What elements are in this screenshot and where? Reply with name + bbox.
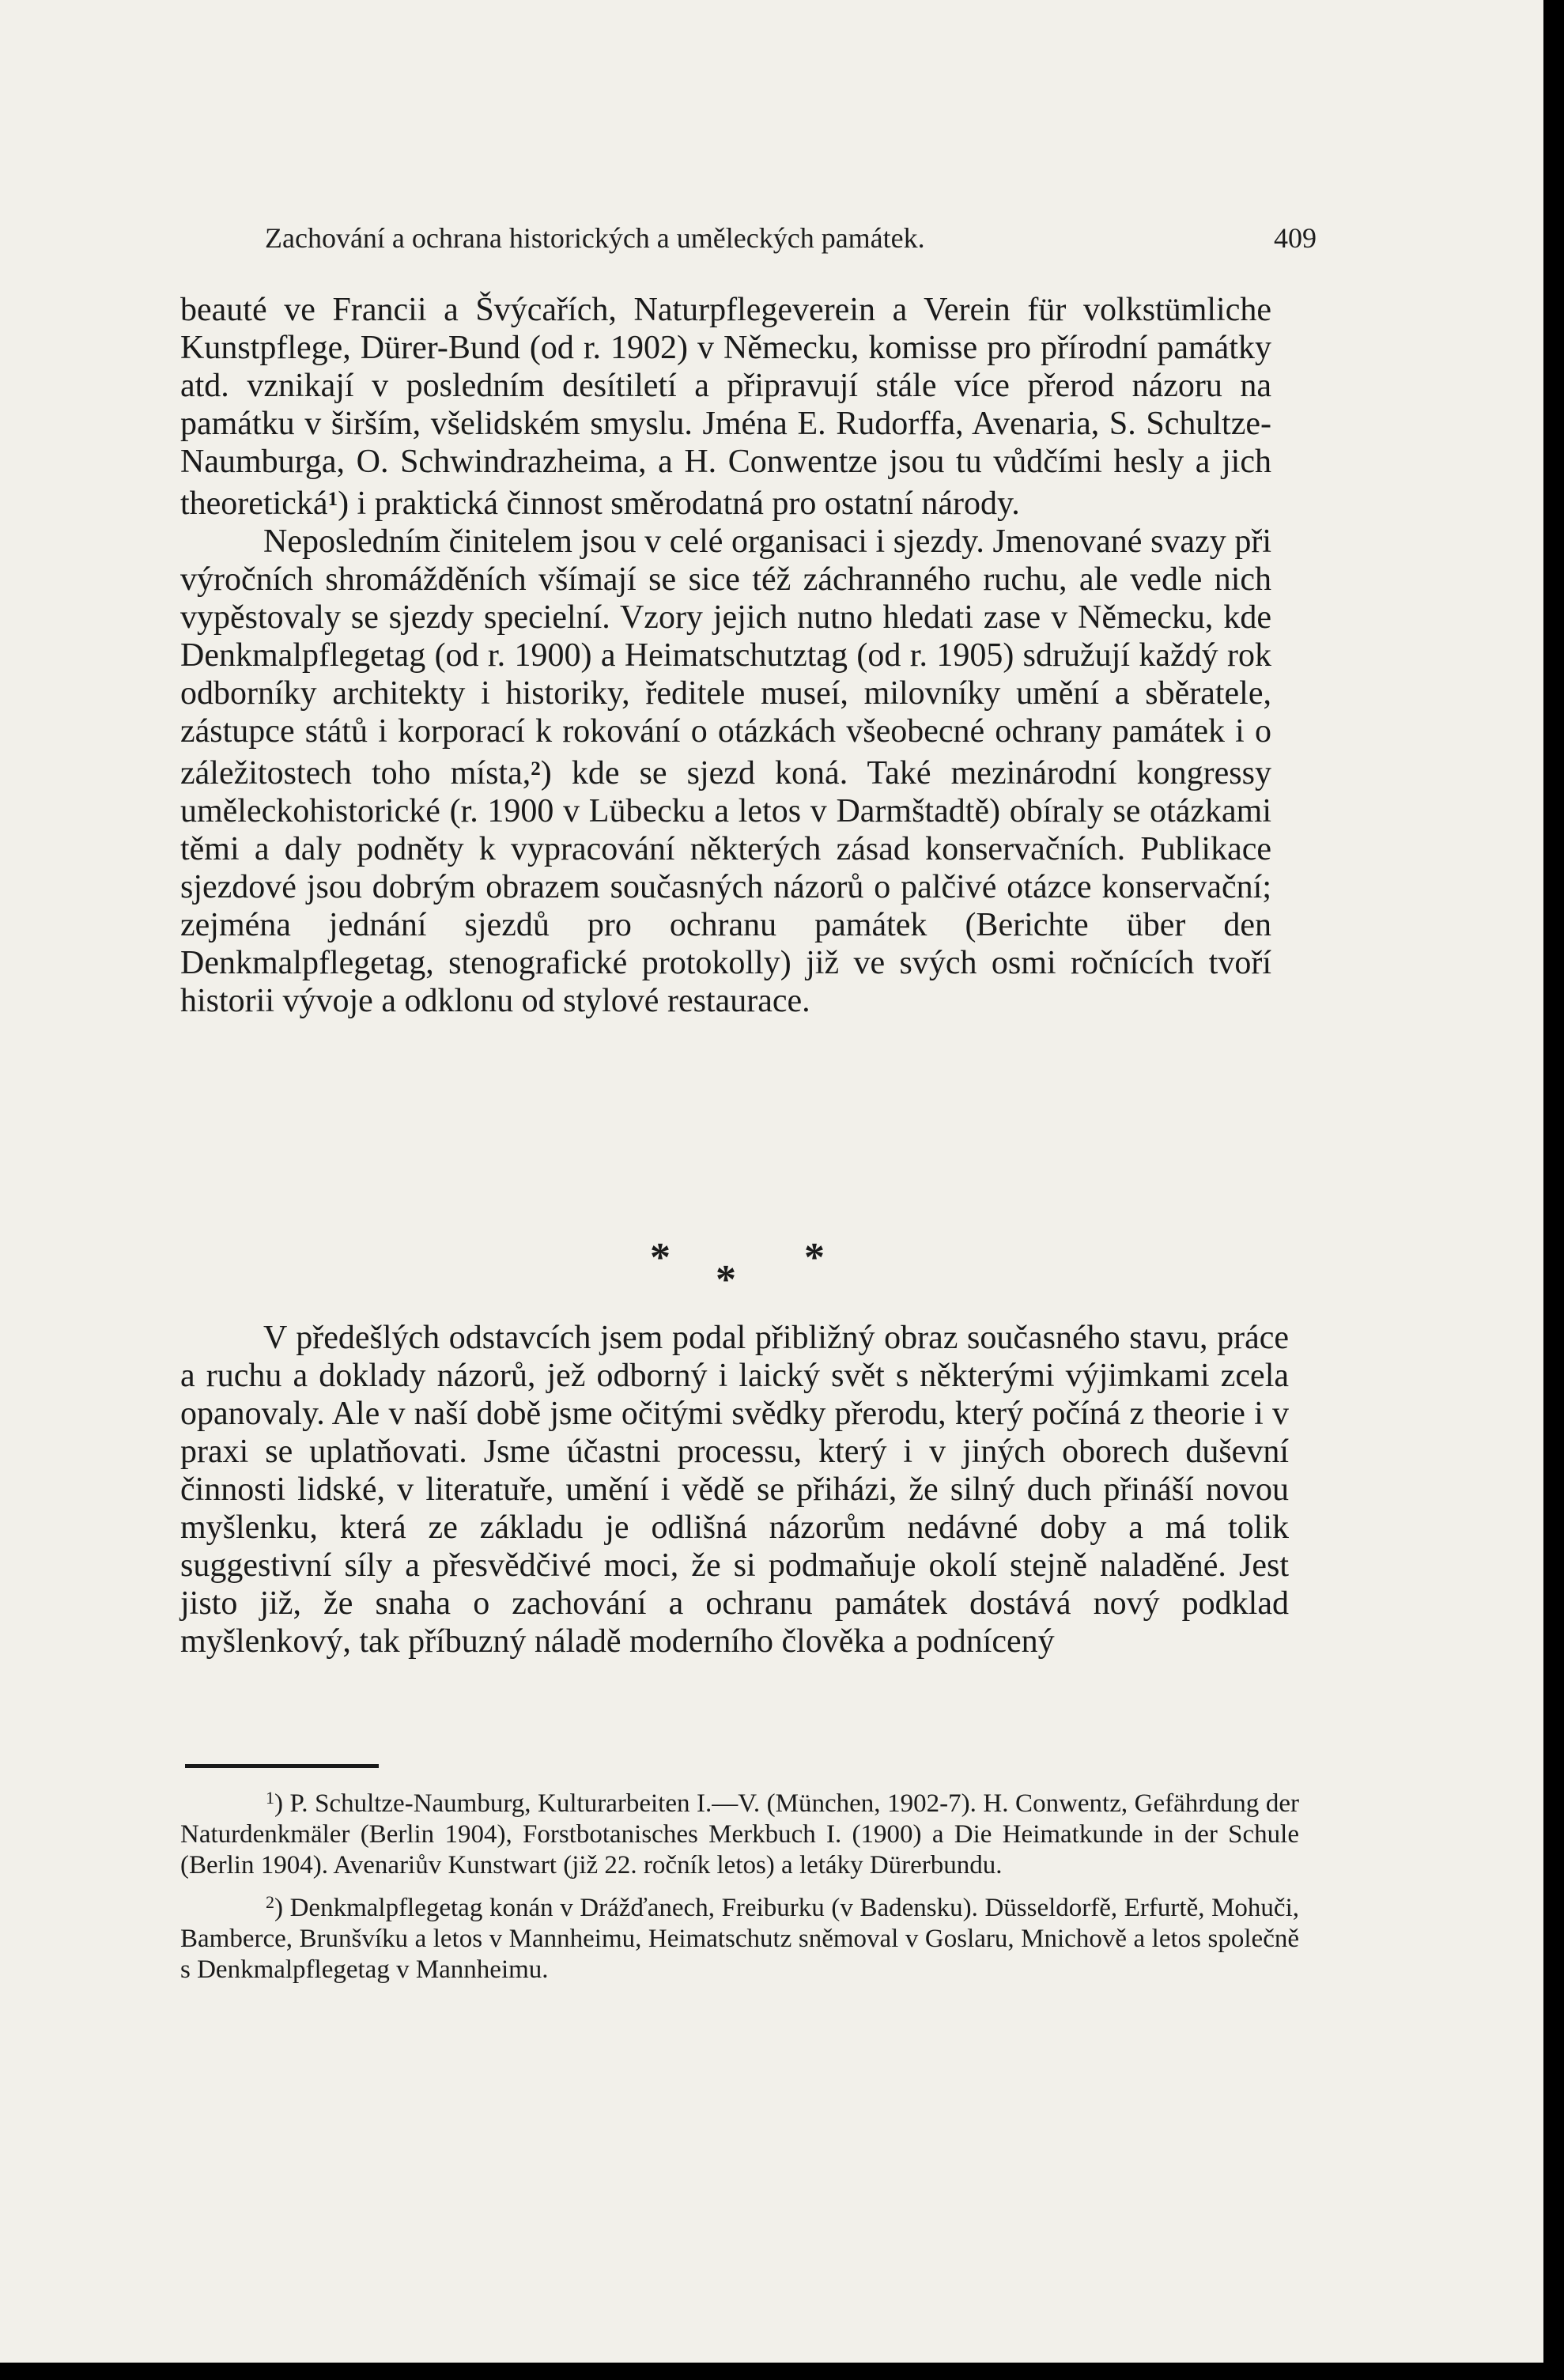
continuation-text-before-footnote: beauté ve Francii a Švýcařích, Naturpflegeverein a Verein für volkstümliche Kunstpflege, Dürer-Bund (od r. 1902) v Německu, komisse pro přírodní památky atd. vznikají v posledním desítiletí a připravují stále více přerod názoru na památku v širším, všelidském smyslu. Jména E. Rudorffa, Avenaria, S. Schultze-Naumburga, O. Schwindrazheima, a H. Conwentze jsou tu vůdčími hesly a jich theoretická bbox=[180, 292, 1271, 522]
footnote-1-marker: 1 bbox=[266, 1788, 274, 1808]
footnote-reference-1: 1 bbox=[327, 489, 338, 510]
footnote-2 bbox=[180, 1887, 1299, 1985]
new-section-body bbox=[180, 1319, 1289, 1660]
footnote-2-text: ) Denkmalpflegetag konán v Drážďanech, Freiburku (v Badensku). Düsseldorfě, Erfurtě, Mohuči, Bamberce, Brunšvíku a letos v Mannheimu, Heimatschutz sněmoval v Goslaru, Mnichově a letos společně s Denkmalpflegetag v Mannheimu. bbox=[180, 1894, 1299, 1984]
left-asterisk: * bbox=[650, 1235, 671, 1280]
new-section-paragraph: V předešlých odstavcích jsem podal přibližný obraz současného stavu, práce a ruchu a doklady názorů, jež odborný i laický svět s některými výjimkami zcela opanovaly. Ale v naší době jsme očitými svědky přerodu, který počíná z theorie i v praxi se uplatňovati. Jsme účastni processu, který i v jiných oborech duševní činnosti lidské, v literatuře, umění i vědě se přiházi, že silný duch přináší novou myšlenku, která ze základu je odlišná názorům nedávné doby a má tolik suggestivní síly a přesvědčivé moci, že si podmaňuje okolí stejně naladěné. Jest jisto již, že snaha o zachování a ochranu památek dostává nový podklad myšlenkový, tak příbuzný náladě moderního člověka a podnícený bbox=[180, 1320, 1289, 1660]
section-separator bbox=[633, 1235, 854, 1302]
footnote-2-marker: 2 bbox=[266, 1892, 274, 1912]
paragraph-text-after-footnote: ) kde se sjezd koná. Také mezinárodní kongressy uměleckohistorické (r. 1900 v Lübecku a letos v Darmštadtě) obíraly se otázkami těmi a daly podněty k vypracování některých zásad konservačních. Publikace sjezdové jsou dobrým obrazem současných názorů o palčivé otázce konservační; zejména jednání sjezdů pro ochranu památek (Berichte über den Denkmalpflegetag, stenografické protokolly) již ve svých osmi ročnících tvoří historii vývoje a odklonu od stylové restaurace. bbox=[180, 755, 1271, 1019]
continued-body-text bbox=[180, 291, 1271, 1020]
middle-asterisk: * bbox=[716, 1257, 736, 1302]
footnote-divider bbox=[185, 1764, 379, 1768]
footnote-reference-2: 2 bbox=[531, 758, 541, 780]
continuation-paragraph bbox=[180, 291, 1271, 523]
organisation-and-congresses-paragraph bbox=[180, 523, 1271, 1020]
right-asterisk: * bbox=[804, 1235, 825, 1280]
page-number: 409 bbox=[1274, 222, 1317, 254]
running-head: Zachování a ochrana historických a uměleckých památek. bbox=[265, 222, 925, 254]
paragraph-text-before-footnote: Neposledním činitelem jsou v celé organisaci i sjezdy. Jmenované svazy při výročních shromážděních všímají se sice též záchranného ruchu, ale vedle nich vypěstovaly se sjezdy specielní. Vzory jejich nutno hledati zase v Německu, kde Denkmalpflegetag (od r. 1900) a Heimatschutztag (od r. 1905) sdružují každý rok odborníky architekty i historiky, ředitele museí, milovníky umění a sběratele, zástupce států i korporací k rokování o otázkách všeobecné ochrany památek i o záležitostech toho místa, bbox=[180, 523, 1271, 791]
page-header bbox=[265, 215, 1317, 263]
footnote-1 bbox=[180, 1782, 1299, 1881]
footnote-1-text: ) P. Schultze-Naumburg, Kulturarbeiten I.—V. (München, 1902-7). H. Conwentz, Gefährdung der Naturdenkmäler (Berlin 1904), Forstbotanisches Merkbuch I. (1900) a Die Heimatkunde in der Schule (Berlin 1904). Avenariův Kunstwart (již 22. ročník letos) a letáky Dürerbundu. bbox=[180, 1789, 1299, 1879]
continuation-text-after-footnote: ) i praktická činnost směrodatná pro ostatní národy. bbox=[338, 485, 1020, 522]
footnotes bbox=[180, 1782, 1299, 1991]
